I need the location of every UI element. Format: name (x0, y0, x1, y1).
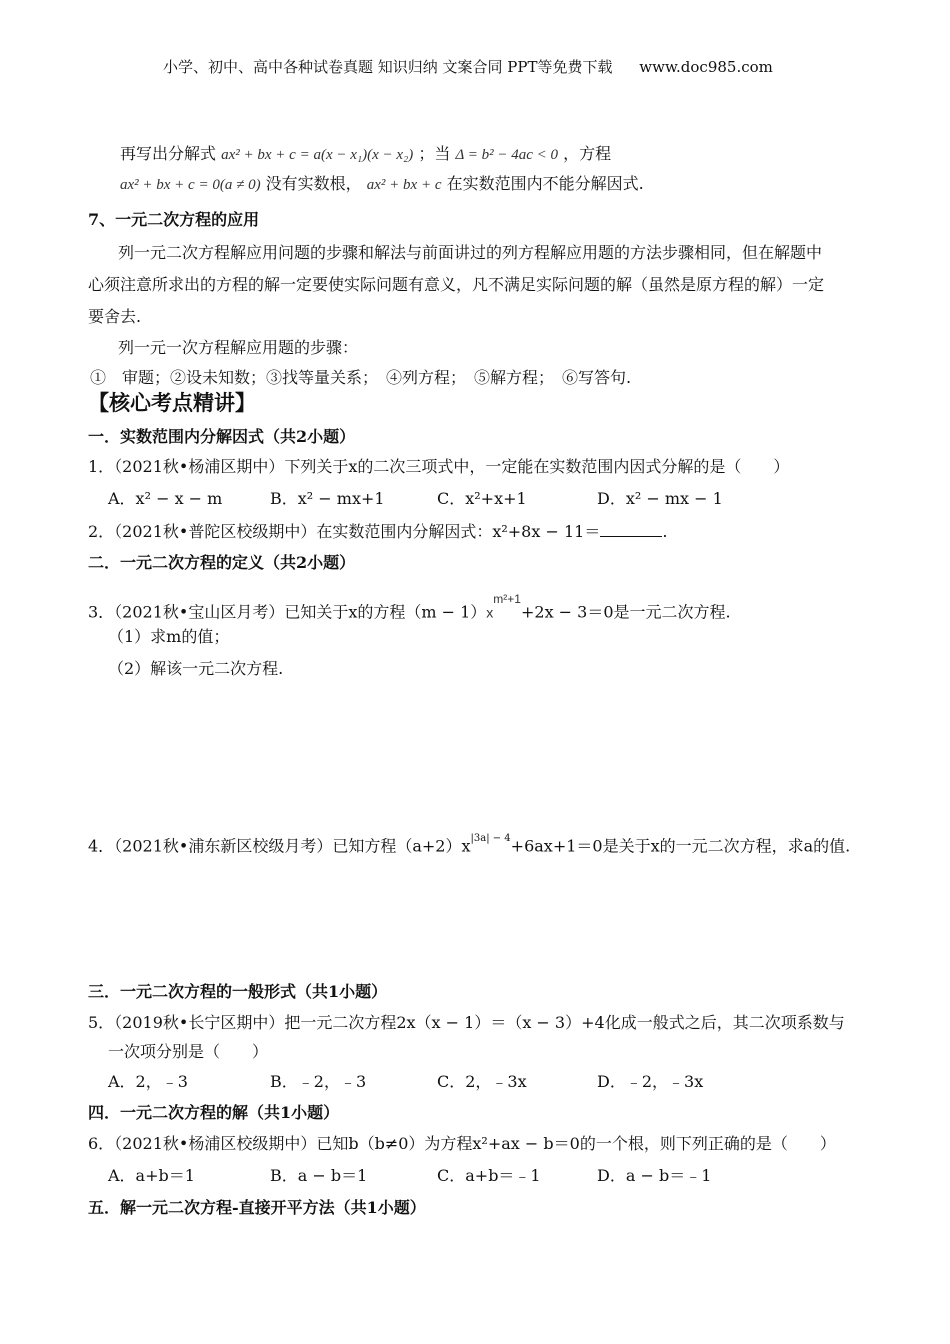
section-4-title: 四．一元二次方程的解（共1小题） (88, 1103, 340, 1122)
question-5-line-2: 一次项分别是（ ） (108, 1042, 269, 1061)
question-1-option-c[interactable]: C．x²+x+1 (437, 489, 527, 508)
question-3-sub-2: （2）解该一元二次方程. (108, 659, 284, 678)
question-3-stem-pre: 3．（2021秋•宝山区月考）已知关于x的方程（m − 1） (88, 602, 487, 622)
question-3-stem (88, 592, 731, 623)
power-exponent: m²+1 (493, 592, 521, 606)
question-6-option-b[interactable]: B．a − b＝1 (270, 1166, 368, 1185)
section-3-title: 三．一元二次方程的一般形式（共1小题） (88, 982, 388, 1001)
question-1-option-a[interactable]: A．x² − x − m (108, 489, 223, 508)
question-5-option-c[interactable]: C．2，﹣3x (437, 1072, 527, 1091)
question-4-stem (88, 832, 850, 857)
core-title: 【核心考点精讲】 (88, 390, 256, 415)
intro-text: ；当 (418, 144, 451, 163)
question-6-option-a[interactable]: A．a+b＝1 (108, 1166, 195, 1185)
question-5-line-1: 5．（2019秋•长宁区期中）把一元二次方程2x（x − 1）＝（x − 3）+4化成一般式之后，其二次项系数与 (88, 1013, 845, 1032)
question-1-option-b[interactable]: B．x² − mx+1 (270, 489, 385, 508)
question-4-stem-post: +6ax+1＝0是关于x的一元二次方程，求a的值. (510, 836, 851, 856)
question-3-stem-post: +2x − 3＝0是一元二次方程. (520, 602, 731, 622)
answer-blank[interactable] (600, 520, 662, 537)
question-6-option-d[interactable]: D．a − b＝﹣1 (597, 1166, 712, 1185)
question-6-option-c[interactable]: C．a+b＝﹣1 (437, 1166, 541, 1185)
question-1-option-d[interactable]: D．x² − mx − 1 (597, 489, 723, 508)
question-6-stem: 6．（2021秋•杨浦区校级期中）已知b（b≠0）为方程x²+ax − b＝0的一个根，则下列正确的是（ ） (88, 1134, 836, 1153)
power-base: x (486, 604, 494, 621)
intro-line-1 (120, 143, 611, 166)
intro-line-2 (120, 173, 644, 196)
intro-text: 在实数范围内不能分解因式. (446, 174, 644, 193)
discriminant-formula: Δ = b² − 4ac < 0 (455, 147, 558, 163)
section-5-title: 五．解一元二次方程-直接开平方法（共1小题） (88, 1198, 426, 1217)
factored-form-formula: ax² + bx + c = a(x − x₁)(x − x₂) (221, 147, 414, 163)
page-header (163, 56, 773, 78)
question-2-stem: 2．（2021秋•普陀区校级期中）在实数范围内分解因式：x²+8x − 11＝ (88, 522, 601, 541)
section-7-para-line-3: 要舍去. (88, 307, 142, 326)
quadratic-equation-formula: ax² + bx + c = 0(a ≠ 0) (120, 177, 261, 193)
quadratic-expression-formula: ax² + bx + c (366, 177, 442, 193)
section-7-para-line-2: 心须注意所求出的方程的解一定要使实际问题有意义，凡不满足实际问题的解（虽然是原方程的解）一定 (88, 275, 825, 294)
question-4-stem-pre: 4．（2021秋•浦东新区校级月考）已知方程（a+2）x (88, 836, 471, 856)
question-5-option-a[interactable]: A．2，﹣3 (108, 1072, 188, 1091)
section-1-title: 一．实数范围内分解因式（共2小题） (88, 427, 356, 446)
question-2 (88, 520, 667, 543)
header-url: www.doc985.com (639, 58, 773, 76)
steps-title: 列一元一次方程解应用题的步骤： (118, 338, 359, 357)
question-2-end: . (662, 522, 668, 541)
intro-text: 再写出分解式 (120, 144, 217, 163)
question-5-option-d[interactable]: D．﹣2，﹣3x (597, 1072, 704, 1091)
section-2-title: 二．一元二次方程的定义（共2小题） (88, 553, 356, 572)
question-5-option-b[interactable]: B．﹣2，﹣3 (270, 1072, 367, 1091)
steps-list: ① 审题；②设未知数；③找等量关系； ④列方程； ⑤解方程； ⑥写答句. (90, 368, 632, 387)
section-7-title: 7、一元二次方程的应用 (88, 210, 260, 229)
question-1-stem: 1．（2021秋•杨浦区期中）下列关于x的二次三项式中，一定能在实数范围内因式分解的是（ ） (88, 457, 790, 476)
question-3-sub-1: （1）求m的值； (108, 627, 230, 646)
intro-text: 没有实数根， (265, 174, 362, 193)
header-text: 小学、初中、高中各种试卷真题 知识归纳 文案合同 PPT等免费下载 (163, 58, 613, 76)
intro-text: ，方程 (563, 144, 612, 163)
section-7-para-line-1: 列一元二次方程解应用问题的步骤和解法与前面讲过的列方程解应用题的方法步骤相同，但在解题中 (118, 243, 823, 262)
power-exponent: |3a| − 4 (470, 833, 511, 844)
